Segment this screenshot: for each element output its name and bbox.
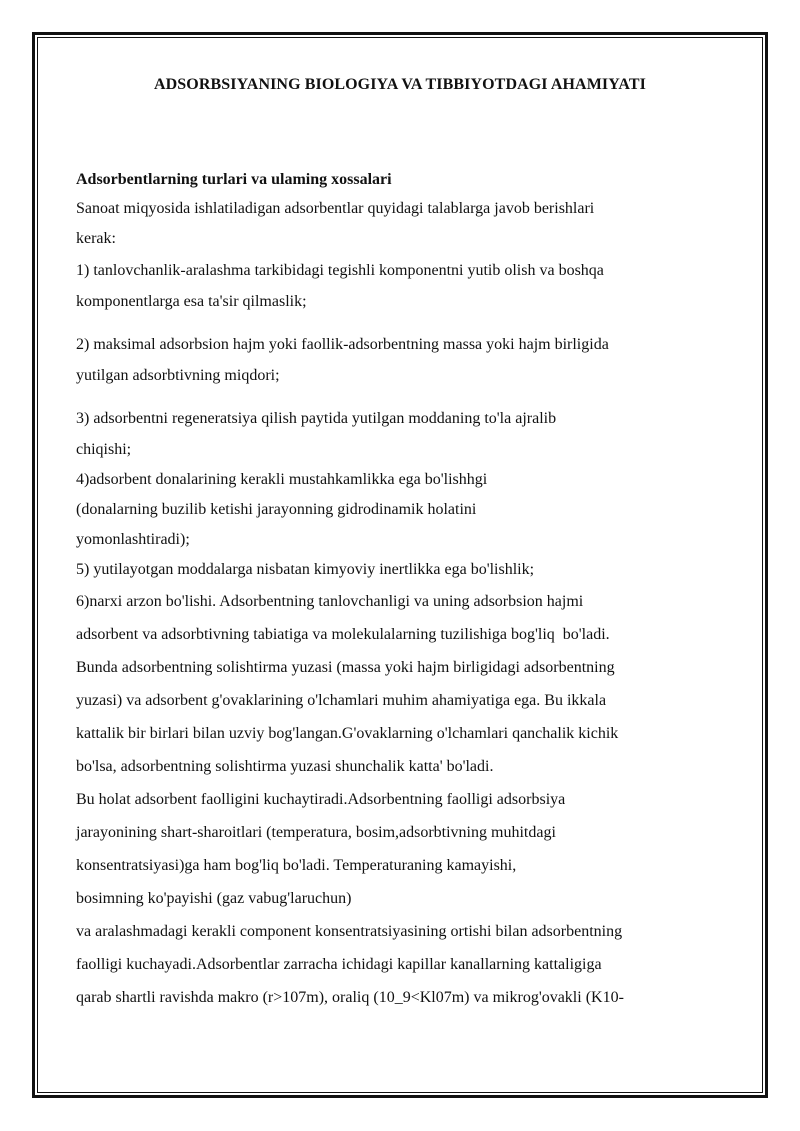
text-line: qarab shartli ravishda makro (r>107m), oraliq (10_9<Kl07m) va mikrog'ovakli (K10- [76,989,624,1006]
list-item-3-line: chiqishi; [76,441,132,458]
text-line: Bu holat adsorbent faolligini kuchaytiradi.Adsorbentning faolligi adsorbsiya [76,791,566,808]
list-item-2-line: yutilgan adsorbtivning miqdori; [76,367,280,384]
text-line: bo'lsa, adsorbentning solishtirma yuzasi shunchalik katta' bo'ladi. [76,758,494,775]
text-line: faolligi kuchayadi.Adsorbentlar zarracha ichidagi kapillar kanallarning kattaligiga [76,956,602,973]
text-line: Bunda adsorbentning solishtirma yuzasi (massa yoki hajm birligidagi adsorbentning [76,659,615,676]
list-item-2-line: 2) maksimal adsorbsion hajm yoki faollik-adsorbentning massa yoki hajm birligida [76,336,609,353]
text-line: adsorbent va adsorbtivning tabiatiga va molekulalarning tuzilishiga bog'liq bo'ladi. [76,626,610,643]
document-title: ADSORBSIYANING BIOLOGIYA VA TIBBIYOTDAGI AHAMIYATI [154,76,646,93]
text-line: kattalik bir birlari bilan uzviy bog'langan.G'ovaklarning o'lchamlari qanchalik kichik [76,725,619,742]
list-item-4-line: yomonlashtiradi); [76,531,190,548]
document-body [76,166,756,1014]
text-line: jarayonining shart-sharoitlari (temperatura, bosim,adsorbtivning muhitdagi [76,824,556,841]
list-item-4-line: 4)adsorbent donalarining kerakli mustahkamlikka ega bo'lishhgi [76,471,488,488]
list-item-3-line: 3) adsorbentni regeneratsiya qilish paytida yutilgan moddaning to'la ajralib [76,410,557,427]
text-line: konsentratsiyasi)ga ham bog'liq bo'ladi. Temperaturaning kamayishi, [76,857,517,874]
list-item-1-line: komponentlarga esa ta'sir qilmaslik; [76,293,307,310]
list-item-1-line: 1) tanlovchanlik-aralashma tarkibidagi tegishli komponentni yutib olish va boshqa [76,262,604,279]
section-heading: Adsorbentlarning turlari va ulaming xossalari [76,171,392,188]
text-line: yuzasi) va adsorbent g'ovaklarining o'lchamlari muhim ahamiyatiga ega. Bu ikkala [76,692,607,709]
list-item-6-line: 6)narxi arzon bo'lishi. Adsorbentning tanlovchanligi va uning adsorbsion hajmi [76,593,584,610]
list-item-4-line: (donalarning buzilib ketishi jarayonning gidrodinamik holatini [76,501,477,518]
list-item-5-line: 5) yutilayotgan moddalarga nisbatan kimyoviy inertlikka ega bo'lishlik; [76,561,535,578]
text-line: va aralashmadagi kerakli component konsentratsiyasining ortishi bilan adsorbentning [76,923,623,940]
text-line: Sanoat miqyosida ishlatiladigan adsorbentlar quyidagi talablarga javob berishlari [76,200,595,217]
text-line: bosimning ko'payishi (gaz vabug'laruchun) [76,890,352,907]
text-line: kerak: [76,230,116,247]
